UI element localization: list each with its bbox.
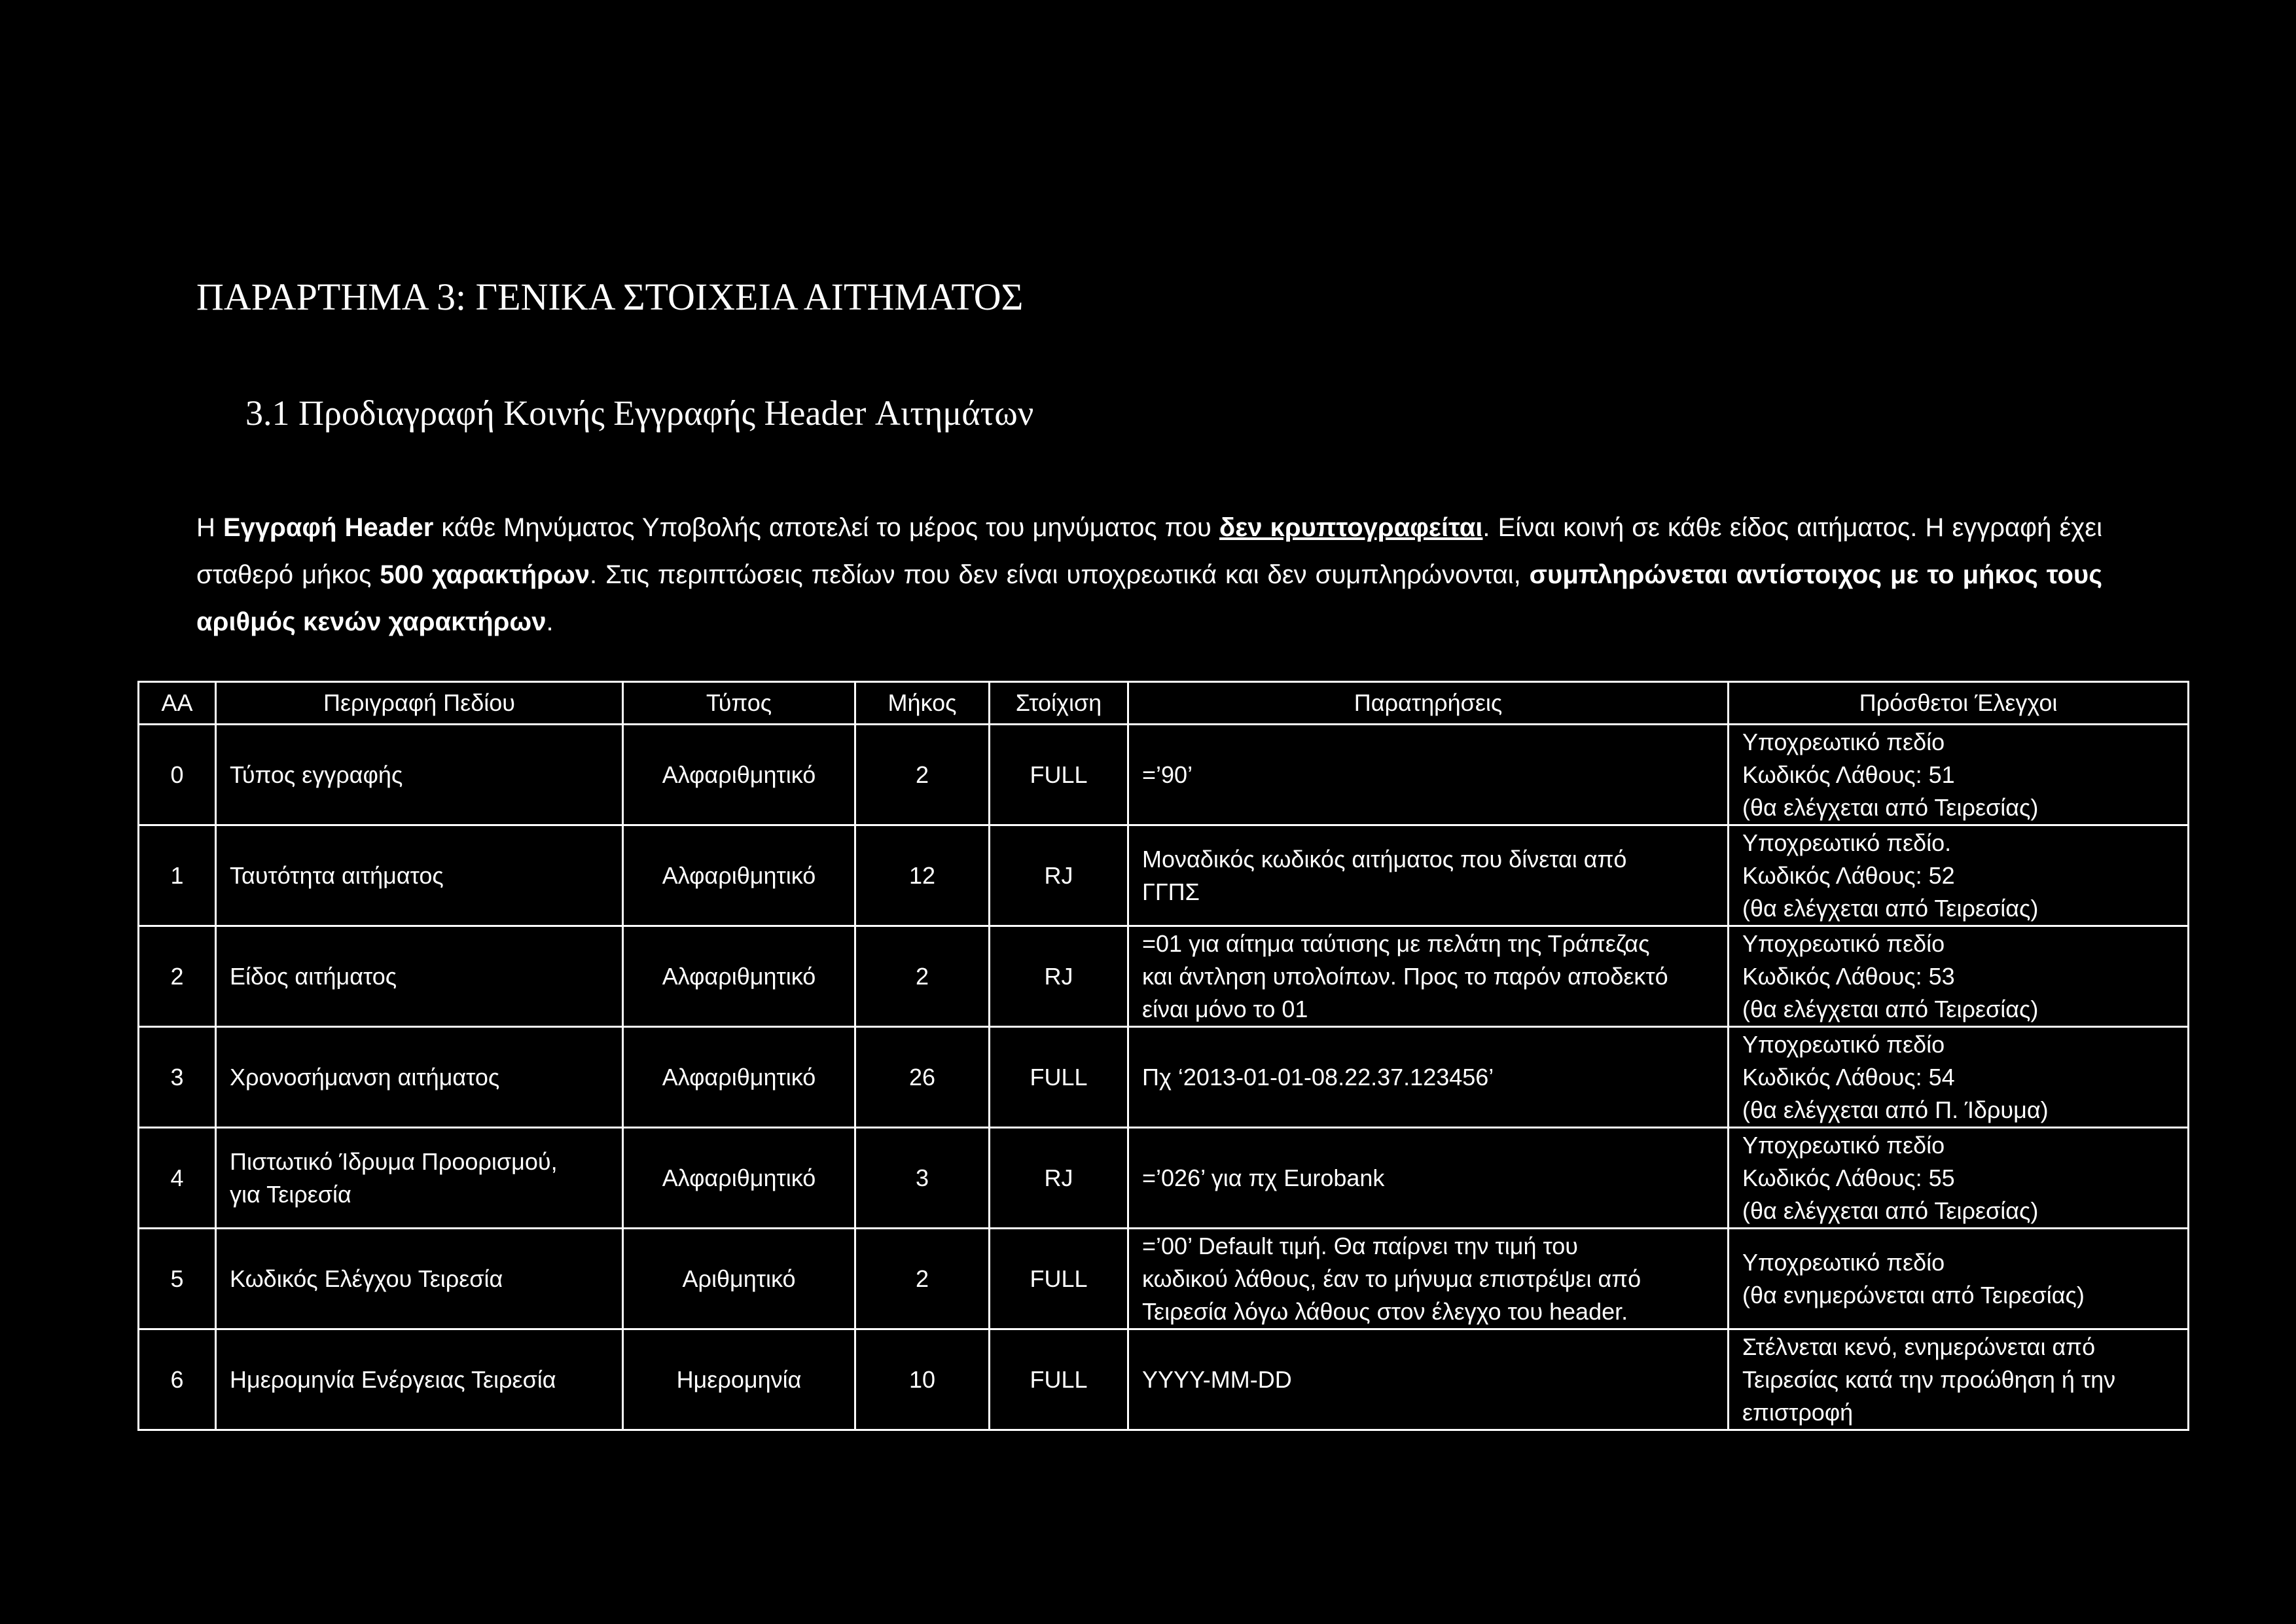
- cell-line: Ταυτότητα αιτήματος: [230, 861, 444, 889]
- cell-notes: [1128, 926, 1729, 1027]
- column-header-field-description: Περιγραφή Πεδίου: [216, 682, 623, 725]
- cell-field-description: [216, 926, 623, 1027]
- cell-line: Υποχρεωτικό πεδίο: [1742, 1131, 1945, 1159]
- cell-line: Στέλνεται κενό, ενημερώνεται από: [1742, 1333, 2096, 1360]
- cell-line: για Τειρεσία: [230, 1180, 351, 1208]
- cell-line: Είδος αιτήματος: [230, 962, 397, 990]
- cell-type: Αλφαριθμητικό: [623, 825, 855, 926]
- intro-text: . Είναι κοινή σε κάθε είδος αιτήματος. Η εγγραφή έχει σταθερό μήκος: [196, 513, 2103, 589]
- cell-additional-checks: [1729, 926, 2189, 1027]
- cell-line: (θα ενημερώνεται από Τειρεσίας): [1742, 1281, 2085, 1308]
- cell-aa: 0: [139, 725, 216, 825]
- intro-paragraph: [196, 504, 2102, 645]
- cell-type: Αλφαριθμητικό: [623, 1128, 855, 1229]
- cell-line: Κωδικός Ελέγχου Τειρεσία: [230, 1265, 503, 1292]
- page-title: ΠΑΡΑΡΤΗΜΑ 3: ΓΕΝΙΚΑ ΣΤΟΙΧΕΙΑ ΑΙΤΗΜΑΤΟΣ: [196, 276, 1024, 318]
- cell-type: Ημερομηνία: [623, 1329, 855, 1430]
- cell-alignment: RJ: [990, 1128, 1128, 1229]
- table-row: [139, 1128, 2189, 1229]
- cell-line: YYYY-MM-DD: [1142, 1365, 1292, 1393]
- cell-alignment: FULL: [990, 725, 1128, 825]
- intro-text: κάθε Μηνύματος Υποβολής αποτελεί το μέρος του μηνύματος που: [433, 513, 1219, 542]
- intro-text: .: [546, 607, 554, 636]
- cell-line: (θα ελέγχεται από Π. Ίδρυμα): [1742, 1096, 2049, 1123]
- cell-length: 2: [855, 1229, 990, 1329]
- cell-aa: 5: [139, 1229, 216, 1329]
- cell-additional-checks: [1729, 1128, 2189, 1229]
- cell-line: Υποχρεωτικό πεδίο: [1742, 929, 1945, 957]
- intro-text: . Στις περιπτώσεις πεδίων που δεν είναι υποχρεωτικά και δεν συμπληρώνονται,: [590, 560, 1530, 589]
- table-row: [139, 1329, 2189, 1430]
- cell-line: επιστροφή: [1742, 1398, 1854, 1426]
- column-header-additional-checks: Πρόσθετοι Έλεγχοι: [1729, 682, 2189, 725]
- cell-type: Αλφαριθμητικό: [623, 1027, 855, 1128]
- cell-line: (θα ελέγχεται από Τειρεσίας): [1742, 894, 2039, 922]
- cell-field-description: [216, 1027, 623, 1128]
- cell-alignment: RJ: [990, 825, 1128, 926]
- cell-line: =01 για αίτημα ταύτισης με πελάτη της Τράπεζας: [1142, 929, 1650, 957]
- cell-line: Τειρεσία λόγω λάθους στον έλεγχο του header.: [1142, 1297, 1628, 1325]
- table-row: [139, 825, 2189, 926]
- cell-line: Χρονοσήμανση αιτήματος: [230, 1063, 500, 1091]
- cell-length: 10: [855, 1329, 990, 1430]
- cell-line: Κωδικός Λάθους: 55: [1742, 1164, 1955, 1191]
- cell-line: ΓΓΠΣ: [1142, 878, 1200, 905]
- cell-additional-checks: [1729, 1027, 2189, 1128]
- cell-line: Μοναδικός κωδικός αιτήματος που δίνεται από: [1142, 845, 1627, 873]
- intro-bold-length: 500 χαρακτήρων: [380, 560, 590, 589]
- table-row: [139, 1027, 2189, 1128]
- cell-length: 3: [855, 1128, 990, 1229]
- cell-alignment: FULL: [990, 1229, 1128, 1329]
- cell-line: =’90’: [1142, 761, 1193, 788]
- cell-aa: 3: [139, 1027, 216, 1128]
- cell-length: 2: [855, 926, 990, 1027]
- cell-aa: 6: [139, 1329, 216, 1430]
- cell-notes: [1128, 825, 1729, 926]
- cell-line: Κωδικός Λάθους: 53: [1742, 962, 1955, 990]
- intro-text: Η: [196, 513, 223, 542]
- section-subtitle: 3.1 Προδιαγραφή Κοινής Εγγραφής Header Αιτημάτων: [245, 393, 1034, 433]
- cell-notes: [1128, 1229, 1729, 1329]
- cell-line: Κωδικός Λάθους: 54: [1742, 1063, 1955, 1091]
- cell-aa: 1: [139, 825, 216, 926]
- column-header-alignment: Στοίχιση: [990, 682, 1128, 725]
- cell-aa: 2: [139, 926, 216, 1027]
- cell-line: =’00’ Default τιμή. Θα παίρνει την τιμή του: [1142, 1232, 1578, 1259]
- cell-type: Αλφαριθμητικό: [623, 725, 855, 825]
- cell-alignment: FULL: [990, 1027, 1128, 1128]
- cell-field-description: [216, 1229, 623, 1329]
- cell-notes: [1128, 725, 1729, 825]
- cell-notes: [1128, 1027, 1729, 1128]
- cell-line: Κωδικός Λάθους: 52: [1742, 861, 1955, 889]
- column-header-length: Μήκος: [855, 682, 990, 725]
- table-row: [139, 725, 2189, 825]
- intro-bold-header: Εγγραφή Header: [223, 513, 434, 542]
- cell-line: =’026’ για πχ Eurobank: [1142, 1164, 1385, 1191]
- table-header-row: [139, 682, 2189, 725]
- cell-line: Υποχρεωτικό πεδίο.: [1742, 829, 1952, 856]
- cell-additional-checks: [1729, 1229, 2189, 1329]
- cell-line: Κωδικός Λάθους: 51: [1742, 761, 1955, 788]
- cell-line: Πχ ‘2013-01-01-08.22.37.123456’: [1142, 1063, 1494, 1091]
- cell-additional-checks: [1729, 725, 2189, 825]
- column-header-type: Τύπος: [623, 682, 855, 725]
- cell-aa: 4: [139, 1128, 216, 1229]
- cell-line: Υποχρεωτικό πεδίο: [1742, 1248, 1945, 1276]
- cell-type: Αλφαριθμητικό: [623, 926, 855, 1027]
- column-header-notes: Παρατηρήσεις: [1128, 682, 1729, 725]
- cell-line: και άντληση υπολοίπων. Προς το παρόν αποδεκτό: [1142, 962, 1668, 990]
- cell-line: Υποχρεωτικό πεδίο: [1742, 1030, 1945, 1058]
- cell-notes: [1128, 1329, 1729, 1430]
- cell-field-description: [216, 1329, 623, 1430]
- cell-line: (θα ελέγχεται από Τειρεσίας): [1742, 793, 2039, 821]
- table-row: [139, 1229, 2189, 1329]
- cell-notes: [1128, 1128, 1729, 1229]
- header-spec-table: [137, 681, 2189, 1431]
- cell-line: Υποχρεωτικό πεδίο: [1742, 728, 1945, 755]
- cell-line: Ημερομηνία Ενέργειας Τειρεσία: [230, 1365, 556, 1393]
- cell-length: 2: [855, 725, 990, 825]
- cell-type: Αριθμητικό: [623, 1229, 855, 1329]
- cell-additional-checks: [1729, 825, 2189, 926]
- intro-underlined-not-encrypted: δεν κρυπτογραφείται: [1219, 513, 1483, 542]
- cell-field-description: [216, 1128, 623, 1229]
- cell-line: Τειρεσίας κατά την προώθηση ή την: [1742, 1365, 2116, 1393]
- intro-bold-fill-rule: συμπληρώνεται αντίστοιχος με το μήκος τους αριθμός κενών χαρακτήρων: [196, 560, 2102, 636]
- cell-field-description: [216, 725, 623, 825]
- cell-field-description: [216, 825, 623, 926]
- cell-alignment: RJ: [990, 926, 1128, 1027]
- cell-length: 12: [855, 825, 990, 926]
- table-row: [139, 926, 2189, 1027]
- cell-line: είναι μόνο το 01: [1142, 995, 1308, 1022]
- cell-line: Τύπος εγγραφής: [230, 761, 403, 788]
- cell-line: (θα ελέγχεται από Τειρεσίας): [1742, 995, 2039, 1022]
- cell-line: κωδικού λάθους, έαν το μήνυμα επιστρέψει από: [1142, 1265, 1641, 1292]
- column-header-aa: ΑΑ: [139, 682, 216, 725]
- cell-length: 26: [855, 1027, 990, 1128]
- cell-line: (θα ελέγχεται από Τειρεσίας): [1742, 1197, 2039, 1224]
- cell-additional-checks: [1729, 1329, 2189, 1430]
- cell-line: Πιστωτικό Ίδρυμα Προορισμού,: [230, 1147, 558, 1175]
- cell-alignment: FULL: [990, 1329, 1128, 1430]
